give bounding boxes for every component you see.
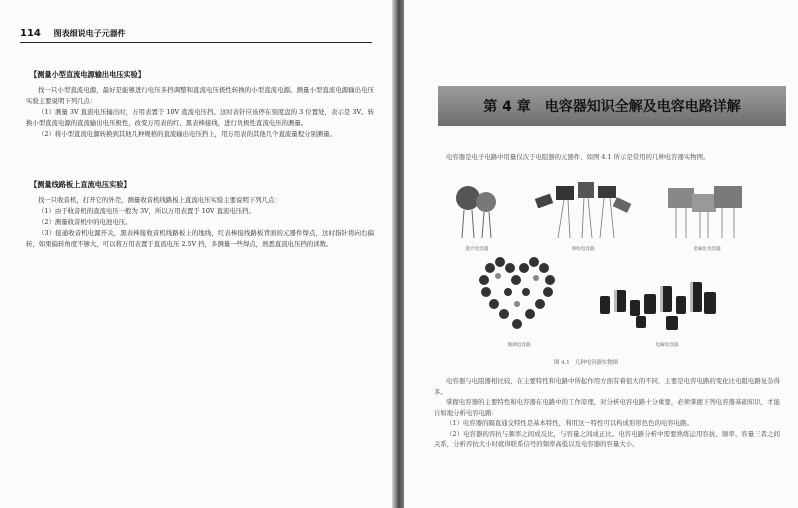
paragraph: 电容器与电阻器相比较，在主要特性和电路中所起作用方面有着很大的不同，主要是电容电路的变化比电阻电路复杂得多。 (434, 377, 780, 396)
section-heading-circuit-board: 【测量线路板上直流电压实验】 (30, 180, 131, 189)
page-number: 114 (20, 28, 41, 39)
figure-caption: 瓷介电容器 (465, 247, 489, 252)
section-heading-power-supply: 【测量小型直流电源输出电压实验】 (30, 70, 146, 79)
book-title: 图表细说电子元器件 (53, 28, 126, 38)
paragraph: 电容器是电子电路中用量仅次于电阻器的元器件，如图 4.1 所示是常用的几种电容器实物图。 (446, 153, 710, 161)
paragraph: （1）由于收音机的直流电压一般为 3V，所以万用表置于 10V 直流电压挡。 (38, 207, 255, 215)
paragraph: （1）电容器的隔直通交特性是基本特性，利用这一特性可以构成形形色色的电容电路。 (446, 419, 693, 427)
figure-title: 图 4.1 几种电容器实物图 (554, 360, 619, 366)
ceramic-capacitor-image (448, 180, 508, 240)
figure-caption: 电解电容器 (655, 343, 679, 348)
chapter-intro (434, 152, 780, 163)
paragraph: （2）测量收音机中的电池电压。 (38, 218, 132, 226)
paragraph: （3）接通收音机电源开关，黑表棒接收音机线路板上的地线，红表棒接线路板背面的元器件焊点，这时指针将向右偏转，如果偏转角度不够大，可以将万用表置于直流电压 2.5V 挡，多测量一些焊点，熟悉直流电压挡的读数。 (26, 229, 374, 248)
section-body-circuit-board (26, 195, 374, 250)
chapter-banner (438, 86, 786, 126)
section-body-power-supply (26, 85, 374, 140)
paragraph: 掌握电容器的主要特性和电容器在电路中的工作原理，对分析电容电路十分重要，必须掌握下列电容器基础知识，才能自如地分析电容电路： (434, 398, 780, 417)
paragraph: 找一只小型直流电源，最好是能够进行电压多挡调整和直流电压极性转换的小型直流电源。测量小型直流电源输出电压实验主要说明下列几点： (26, 86, 374, 105)
trimmer-capacitor-image (476, 256, 560, 334)
chapter-body (434, 376, 780, 450)
metallized-capacitor-image (662, 184, 752, 242)
paragraph: 找一只收音机，打开它的外壳，测量收音机线路板上直流电压实验主要说明下列几点： (38, 196, 281, 204)
figure-caption: 微调电容器 (507, 343, 531, 348)
running-header (20, 28, 372, 43)
figure-caption: 涤纶电容器 (571, 247, 595, 252)
polyester-capacitor-image (528, 176, 638, 242)
figure-caption: 金属化电容器 (693, 247, 721, 252)
paragraph: （2）电容器的容抗与频率之间成反比，与容量之间成正比。电容电路分析中需要熟练运用容抗、频率、容量三者之间关系，分析容抗大小时就得联系信号的频率高低以及电容器的容量大小。 (434, 429, 780, 448)
electrolytic-capacitor-image (596, 276, 726, 340)
book-gutter (392, 0, 404, 508)
right-page (404, 0, 798, 508)
paragraph: （2）将小型直流电源转换到其他几种规格的直流输出电压挡上，用万用表的其他几个直流量程分别测量。 (38, 130, 337, 138)
chapter-title: 第 4 章 电容器知识全解及电容电路详解 (483, 99, 741, 115)
left-page (0, 0, 392, 508)
paragraph: （1）测量 3V 直流电压输出时，万用表置于 10V 直流电压挡。这时表针应该停在刻度盘的 3 位置处，表示是 3V。转换小型直流电源的直流输出电压极性，改变万用表的红、黑表棒接线，进行负极性直流电压的测量。 (26, 108, 374, 127)
